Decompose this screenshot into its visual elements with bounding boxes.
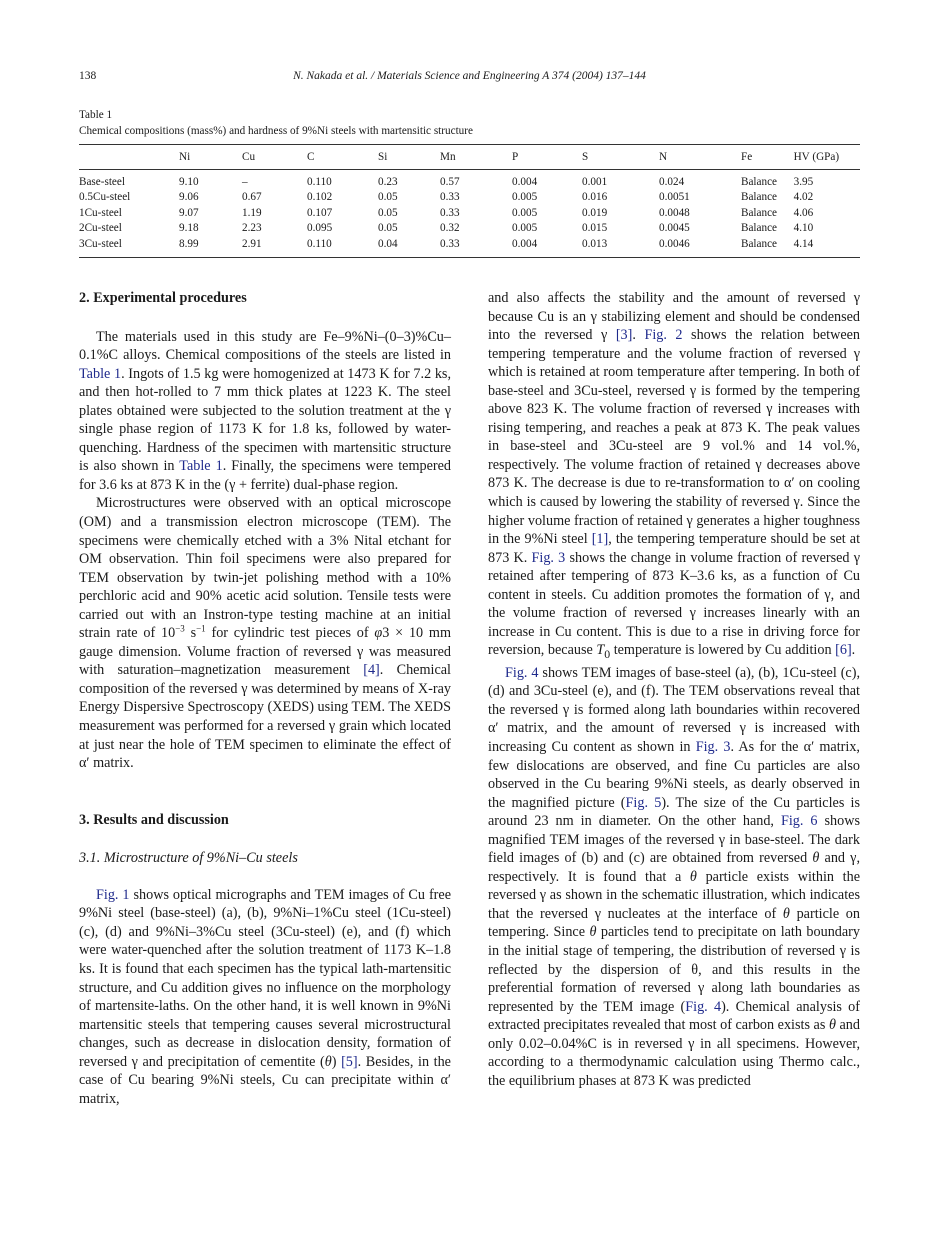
col-header-hv: HV (GPa) xyxy=(793,151,840,163)
text: shows the change in volume fraction of reversed γ retained after tempering of 873 K–3.6 ks, as a function of Cu content in steels. Cu addition promotes the formation of γ, and the volume fraction of reversed γ increases linearly with an increase in Cu content. This is due to a rise in driving force for reversion, because xyxy=(488,549,860,659)
cell: – xyxy=(242,176,248,188)
table-row xyxy=(79,221,860,236)
cell: 0.015 xyxy=(582,222,608,235)
col-header-fe: Fe xyxy=(741,151,753,163)
paragraph xyxy=(488,664,860,1091)
text: . As for the α′ matrix, few dislocations are observed, and fine Cu particles are also observed in the Cu bearing 9%Ni steels, as dearly observed in the magnified picture ( xyxy=(488,738,860,811)
table-header-row xyxy=(79,145,860,170)
text: . Ingots of 1.5 kg were homogenized at 1473 K for 7.2 ks, and then hot-rolled to 7 mm thick plates at 1223 K. The steel plates obtained were subjected to the solution treatment at the γ single phase region of 1173 K for 1.8 ks, followed by water-quenching. Hardness of the specimen with martensitic structure is also shown in xyxy=(79,365,451,475)
cell: Balance xyxy=(741,222,778,235)
cell: 2.23 xyxy=(242,222,262,235)
col-header-c: C xyxy=(307,151,315,163)
cell: 0.016 xyxy=(582,191,608,204)
cell: 9.07 xyxy=(179,206,199,219)
cell: 0.004 xyxy=(512,176,538,188)
text: shows optical micrographs and TEM images of Cu free 9%Ni steel (base-steel) (a), (b), 9%Ni–1%Cu steel (1Cu-steel) (c), (d) and 9%Ni–3%Cu steel (3Cu-steel) (e), and (f) which were water-quenched after the solution treatment of 1173 K–1.8 ks. It is found that each specimen has the typical lath-martensitic structure, and Cu addition gives no influence on the morphology of martensite-laths. On the other hand, it is well known in 9%Ni martensitic steels that tempering causes several microstructural changes, such as decrease in dislocation density, formation of reversed γ and precipitation of cementite ( xyxy=(79,886,451,1070)
cell: 9.10 xyxy=(179,176,199,188)
theta-symbol: θ xyxy=(812,850,820,867)
col-header-p: P xyxy=(512,151,519,163)
paragraph xyxy=(79,328,451,495)
cell: 0.23 xyxy=(378,176,398,188)
text: temperature is lowered by Cu addition xyxy=(610,642,836,659)
figure-3-link[interactable]: Fig. 3 xyxy=(695,738,731,755)
cell: 0.004 xyxy=(512,237,538,250)
cell: 0.33 xyxy=(440,191,460,204)
text: particle exists within the reversed γ as shown in the schematic illustration, which indicates that the reversed γ nucleates at the interface of xyxy=(488,868,860,922)
table-label: Table 1 xyxy=(79,109,113,121)
journal-citation: N. Nakada et al. / Materials Science and Engineering A 374 (2004) 137–144 xyxy=(293,70,646,82)
table-1 xyxy=(79,107,860,258)
cell: 0.0045 xyxy=(659,222,690,235)
cell: 0.095 xyxy=(307,222,333,235)
cell: 0.57 xyxy=(440,176,460,188)
theta-symbol: θ xyxy=(828,1017,836,1034)
theta-symbol: θ xyxy=(689,868,697,885)
text: . Besides, in the case of Cu bearing 9%Ni steels, Cu can precipitate within α′ matrix, xyxy=(79,1053,451,1107)
cell: 0.67 xyxy=(242,191,262,204)
cell: 3Cu-steel xyxy=(79,237,122,250)
cell: 8.99 xyxy=(179,237,199,250)
table-caption: Chemical compositions (mass%) and hardness of 9%Ni steels with martensitic structure xyxy=(79,125,473,137)
cell: 0.05 xyxy=(378,206,398,219)
col-header-si: Si xyxy=(378,151,388,163)
reference-6-link[interactable]: [6] xyxy=(835,642,852,659)
text: ). The size of the Cu particles is around 23 nm in diameter. On the other hand, xyxy=(488,794,861,830)
text: . xyxy=(851,642,856,659)
col-header xyxy=(79,145,179,170)
cell: 0.001 xyxy=(582,176,608,188)
col-header-n: N xyxy=(659,151,668,163)
reference-4-link[interactable]: [4] xyxy=(363,662,380,679)
text: ). Chemical analysis of extracted precipitates revealed that most of carbon exists as xyxy=(488,998,860,1034)
cell: Balance xyxy=(741,206,778,219)
cell: 4.06 xyxy=(793,206,814,219)
paragraph xyxy=(79,886,451,1109)
cell: Balance xyxy=(741,237,778,250)
text: 3 × 10 mm gauge dimension. Volume fraction of reversed γ was measured with saturation–magnetization measurement xyxy=(79,625,451,679)
theta-symbol: θ xyxy=(782,905,790,922)
cell: Base-steel xyxy=(79,176,125,188)
text: particles tend to precipitate on lath boundary in the initial stage of tempering, the distribution of reversed γ is reflected by the dispersion of θ, and this results in the preferential formation of reversed γ along lath boundaries as represented by the TEM image ( xyxy=(488,924,860,1015)
figure-2-link[interactable]: Fig. 2 xyxy=(644,327,683,344)
cell: 0.013 xyxy=(582,237,608,250)
phi-symbol: φ xyxy=(374,625,383,642)
superscript: −1 xyxy=(196,623,206,634)
theta-symbol: θ xyxy=(324,1053,332,1070)
section-heading-results: 3. Results and discussion xyxy=(79,811,229,828)
cell: Balance xyxy=(741,176,778,188)
cell: 0.04 xyxy=(378,237,398,250)
cell: 3.95 xyxy=(793,176,814,188)
figure-5-link[interactable]: Fig. 5 xyxy=(625,794,662,811)
subsection-heading-microstructure: 3.1. Microstructure of 9%Ni–Cu steels xyxy=(79,850,298,867)
text: for cylindric test pieces of xyxy=(205,625,375,642)
text: shows magnified TEM images of the reversed γ in base-steel. The dark field images of (b) and (c) are obtained from reversed xyxy=(488,813,860,867)
page-number: 138 xyxy=(79,70,97,82)
figure-4-link[interactable]: Fig. 4 xyxy=(685,998,722,1015)
text: Microstructures were observed with an optical microscope (OM) and a transmission electron microscope (TEM). The specimens were chemically etched with a 3% Nital etchant for OM observation. Thin foil specimens were also prepared for TEM observation by twin-jet polishing method with a 10% perchloric acid and 90% acetic acid solution. Tensile tests were carried out with an Instron-type testing machine at an initial strain rate of 10 xyxy=(79,495,451,642)
text: . Chemical composition of the reversed γ was determined by means of X-ray Energy Dispersive Spectroscopy (XEDS) using TEM. The XEDS measurement was performed for a reversed γ grain which located at just near the hole of TEM specimen to eliminate the effect of α′ matrix. xyxy=(79,662,451,772)
cell: 0.005 xyxy=(512,222,538,235)
figure-1-link[interactable]: Fig. 1 xyxy=(96,886,130,903)
cell: Balance xyxy=(741,191,778,204)
composition-table xyxy=(79,144,860,258)
text: and only 0.02–0.04%C is in reversed γ in all specimens. However, according to a thermodynamic calculation using Thermo calc., the equilibrium phases at 873 K was predicted xyxy=(488,1017,860,1089)
table-1-link[interactable]: Table 1 xyxy=(79,365,122,382)
cell: 0.05 xyxy=(378,222,398,235)
text: . Finally, the specimens were tempered for 3.6 ks at 873 K in the (γ + ferrite) dual-phase region. xyxy=(79,458,451,493)
text: shows the relation between tempering temperature and the volume fraction of reversed γ which is retained at room temperature after tempering. In both of base-steel and 3Cu-steel, reversed γ is formed by the tempering above 823 K. The volume fraction of reversed γ increases with rising tempering, and reaches a peak at 873 K. The peak values in base-steel and 3Cu-steel are 9 vol.% and 14 vol.%, respectively. The volume fraction of retained γ decreases above 873 K. The decrease is due to re-transformation to α′ on cooling which is caused by lowering the stability of reversed γ. Since the higher volume fraction of retained γ generates a higher toughness in the 9%Ni steel xyxy=(488,327,861,548)
cell: 1.19 xyxy=(242,206,262,219)
cell: 0.110 xyxy=(307,176,332,188)
text: and also affects the stability and the amount of reversed γ because Cu is an γ stabilizing element and should be condensed into the reversed γ xyxy=(488,290,860,344)
text: ) xyxy=(331,1053,342,1070)
figure-6-link[interactable]: Fig. 6 xyxy=(780,813,818,830)
cell: 0.024 xyxy=(659,176,685,188)
cell: 4.10 xyxy=(793,222,814,235)
cell: 0.0046 xyxy=(659,237,690,250)
text: s xyxy=(184,625,197,642)
reference-1-link[interactable]: [1] xyxy=(591,531,609,548)
superscript: −3 xyxy=(175,623,185,634)
cell: 0.5Cu-steel xyxy=(79,191,131,204)
theta-symbol: θ xyxy=(589,924,597,941)
cell: 0.0051 xyxy=(659,191,690,204)
cell: 0.107 xyxy=(307,206,333,219)
cell: 0.33 xyxy=(440,206,460,219)
subscript: 0 xyxy=(604,647,611,662)
cell: 0.05 xyxy=(378,191,398,204)
reference-3-link[interactable]: [3] xyxy=(615,327,633,344)
col-header-ni: Ni xyxy=(179,151,191,163)
cell: 2.91 xyxy=(242,237,262,250)
cell: 9.18 xyxy=(179,222,199,235)
text: shows TEM images of base-steel (a), (b), 1Cu-steel (c), (d) and 3Cu-steel (e), and (f). The TEM observations reveal that the reversed γ is formed along lath boundaries within recovered α′ matrix, and the amount of reversed γ is increased with increasing Cu content as shown in xyxy=(488,664,860,755)
table-row xyxy=(79,170,860,191)
table-row xyxy=(79,190,860,205)
table-row xyxy=(79,237,860,258)
col-header-s: S xyxy=(582,151,589,163)
cell: 2Cu-steel xyxy=(79,222,122,235)
text: , the tempering temperature should be set at 873 K. xyxy=(488,531,861,566)
table-1-link[interactable]: Table 1 xyxy=(179,458,223,475)
reference-5-link[interactable]: [5] xyxy=(341,1053,358,1070)
text: . xyxy=(632,327,645,344)
table-row xyxy=(79,206,860,221)
paragraph xyxy=(79,494,451,772)
paragraph xyxy=(488,289,860,664)
col-header-mn: Mn xyxy=(440,151,456,163)
cell: 0.005 xyxy=(512,191,538,204)
figure-3-link[interactable]: Fig. 3 xyxy=(531,549,566,566)
cell: 0.0048 xyxy=(659,206,690,219)
col-header-cu: Cu xyxy=(242,151,256,163)
cell: 9.06 xyxy=(179,191,199,204)
figure-4-link[interactable]: Fig. 4 xyxy=(505,664,539,681)
cell: 0.32 xyxy=(440,222,460,235)
text: particle on tempering. Since xyxy=(488,905,860,941)
text: and γ, respectively. It is found that a xyxy=(488,850,860,885)
text: The materials used in this study are Fe–9%Ni–(0–3)%Cu–0.1%C alloys. Chemical compositions of the steels are listed in xyxy=(79,328,451,364)
cell: 0.33 xyxy=(440,237,460,250)
cell: 0.005 xyxy=(512,206,538,219)
cell: 1Cu-steel xyxy=(79,206,122,219)
t0-symbol: T xyxy=(596,642,605,659)
left-column xyxy=(79,289,451,1108)
cell: 0.102 xyxy=(307,191,333,204)
cell: 0.019 xyxy=(582,206,608,219)
cell: 0.110 xyxy=(307,237,332,250)
cell: 4.02 xyxy=(793,191,814,204)
right-column xyxy=(488,289,860,1090)
section-heading-experimental: 2. Experimental procedures xyxy=(79,290,247,306)
cell: 4.14 xyxy=(793,237,814,250)
